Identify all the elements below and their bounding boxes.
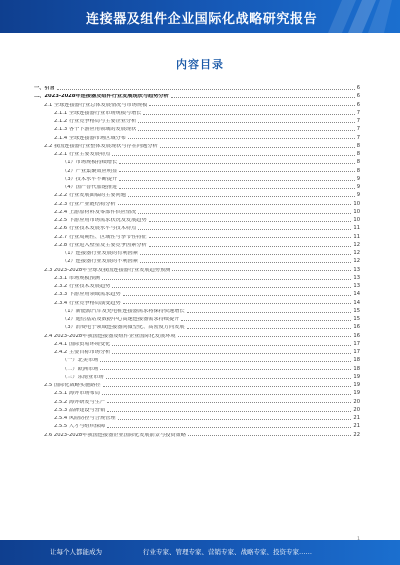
toc-entry[interactable] <box>34 372 360 380</box>
toc-entry-page: 7 <box>356 134 360 141</box>
toc-entry[interactable] <box>34 347 360 355</box>
toc-leader-dots <box>187 328 352 329</box>
toc-entry[interactable] <box>34 91 360 99</box>
toc-entry-title: 2.2.4 上游原材料及零部件供应情况 <box>54 209 137 215</box>
toc-leader-dots <box>138 122 354 123</box>
toc-entry-page: 8 <box>356 142 360 149</box>
toc-entry-title: 2.4.1 国际贸易环境变化 <box>54 341 111 347</box>
toc-leader-dots <box>57 89 355 90</box>
toc-heading: 内容目录 <box>176 58 224 71</box>
toc-entry-title: （3）消费电子领域连接器向微型化、高密度方向发展 <box>62 325 185 331</box>
toc-entry[interactable] <box>34 83 360 91</box>
toc-entry[interactable] <box>34 306 360 314</box>
toc-entry-page: 17 <box>353 349 360 356</box>
toc-entry[interactable] <box>34 207 360 215</box>
toc-entry[interactable] <box>34 397 360 405</box>
toc-entry-page: 6 <box>356 85 360 92</box>
toc-entry-page: 19 <box>353 373 360 380</box>
toc-leader-dots <box>119 171 355 172</box>
toc-leader-dots <box>119 188 355 189</box>
toc-entry-title: （二）欧洲市场 <box>62 366 99 372</box>
toc-leader-dots <box>149 221 352 222</box>
toc-entry[interactable] <box>34 149 360 157</box>
toc-leader-dots <box>119 163 355 164</box>
toc-entry-page: 20 <box>353 406 360 413</box>
toc-leader-dots <box>102 394 351 395</box>
toc-leader-dots <box>138 130 354 131</box>
toc-entry-title: 2.2.6 行业技术发展水平与技术特点 <box>54 226 137 232</box>
toc-entry-page: 8 <box>356 159 360 166</box>
toc-entry-title: 2.2.2 行业发展面临的主要问题 <box>54 193 126 199</box>
footer-banner <box>0 540 400 565</box>
toc-leader-dots <box>112 155 354 156</box>
toc-leader-dots <box>140 262 351 263</box>
toc-entry[interactable] <box>34 100 360 108</box>
toc-entry-title: 2.5.2 海外研发与生产 <box>54 399 106 405</box>
toc-entry[interactable] <box>34 124 360 132</box>
toc-entry-page: 13 <box>353 283 360 290</box>
toc-entry[interactable] <box>34 413 360 421</box>
toc-entry[interactable] <box>34 289 360 297</box>
toc-entry[interactable] <box>34 166 360 174</box>
toc-leader-dots <box>112 353 351 354</box>
toc-entry-title: 2.2.7 行业周期性、区域性与季节性特征 <box>54 234 147 240</box>
header-banner <box>0 0 400 33</box>
toc-entry[interactable] <box>34 355 360 363</box>
toc-entry[interactable] <box>34 199 360 207</box>
toc-entry[interactable] <box>34 141 360 149</box>
toc-entry-page: 10 <box>353 200 360 207</box>
footer-slogan: 让每个人都能成为 <box>50 548 102 556</box>
toc-entry-page: 21 <box>353 415 360 422</box>
toc-entry-page: 15 <box>353 316 360 323</box>
toc-entry-page: 11 <box>353 233 360 240</box>
toc-leader-dots <box>118 419 352 420</box>
toc-entry-title: （1）市场规模持续增长 <box>62 160 118 166</box>
toc-entry-page: 17 <box>353 340 360 347</box>
toc-entry-title: 2.5.5 人才与组织保障 <box>54 424 106 430</box>
toc-entry-page: 20 <box>353 398 360 405</box>
toc-entry-title: （2）连接器行业发展的不利因素 <box>62 259 138 265</box>
toc-leader-dots <box>149 105 354 106</box>
toc-leader-dots <box>102 279 351 280</box>
toc-entry[interactable] <box>34 116 360 124</box>
toc-entry-title: 2.5.3 品牌建设与营销 <box>54 407 106 413</box>
toc-entry-page: 11 <box>353 225 360 232</box>
toc-entry[interactable] <box>34 322 360 330</box>
toc-entry-title: 2.3 2023-2028年全球及我国连接器行业发展趋势预测 <box>44 267 171 273</box>
toc-leader-dots <box>128 196 355 197</box>
toc-entry[interactable] <box>34 314 360 322</box>
toc-leader-dots <box>171 97 355 98</box>
toc-leader-dots <box>106 378 352 379</box>
report-title: 连接器及组件企业国际化战略研究报告 <box>86 12 318 27</box>
toc-entry[interactable] <box>34 157 360 165</box>
toc-leader-dots <box>119 180 355 181</box>
toc-entry-page: 19 <box>353 390 360 397</box>
toc-entry[interactable] <box>34 232 360 240</box>
toc-leader-dots <box>107 402 351 403</box>
toc-entry-title: 2.4.2 主要目标市场分析 <box>54 350 111 356</box>
toc-entry[interactable] <box>34 240 360 248</box>
toc-entry[interactable] <box>34 421 360 429</box>
toc-entry-page: 9 <box>356 184 360 191</box>
toc-entry[interactable] <box>34 190 360 198</box>
toc-entry-page: 7 <box>356 109 360 116</box>
toc-leader-dots <box>112 345 351 346</box>
toc-entry-title: 二、2023-2028年连接器及组件行业发展现状与趋势分析 <box>34 94 169 100</box>
toc-leader-dots <box>138 213 351 214</box>
toc-entry-page: 13 <box>353 266 360 273</box>
toc-entry-page: 7 <box>356 118 360 125</box>
toc-entry-title: （2）产业集聚效应明显 <box>62 168 118 174</box>
toc-entry-title: 2.5.4 风险防控与合规管理 <box>54 416 116 422</box>
toc-entry-title: 2.2 我国连接器行业整体发展现状与存在问题分析 <box>44 143 158 149</box>
toc-entry[interactable] <box>34 281 360 289</box>
toc-entry[interactable] <box>34 339 360 347</box>
toc-entry-page: 14 <box>353 299 360 306</box>
toc-leader-dots <box>188 435 351 436</box>
toc-entry-page: 16 <box>353 324 360 331</box>
toc-leader-dots <box>149 246 352 247</box>
toc-entry-page: 10 <box>353 217 360 224</box>
toc-entry-title: 2.5.1 海外市场布局 <box>54 391 100 397</box>
toc-leader-dots <box>128 138 355 139</box>
toc-entry[interactable] <box>34 108 360 116</box>
toc-leader-dots <box>149 237 352 238</box>
toc-leader-dots <box>107 411 351 412</box>
toc-entry-page: 16 <box>353 332 360 339</box>
toc-leader-dots <box>172 270 351 271</box>
toc-entry-page: 12 <box>353 241 360 248</box>
toc-entry-page: 10 <box>353 208 360 215</box>
toc-entry[interactable] <box>34 265 360 273</box>
toc-entry-title: （3）技术水平不断提升 <box>62 176 118 182</box>
toc-leader-dots <box>100 369 351 370</box>
toc-entry[interactable] <box>34 388 360 396</box>
toc-entry[interactable] <box>34 256 360 264</box>
toc-entry-title: 2.3.3 下游应用领域需求趋势 <box>54 292 121 298</box>
toc-entry[interactable] <box>34 133 360 141</box>
toc-entry-page: 15 <box>353 307 360 314</box>
toc-entry-page: 19 <box>353 382 360 389</box>
toc-leader-dots <box>143 114 354 115</box>
toc-entry-page: 8 <box>356 151 360 158</box>
toc-entry[interactable] <box>34 364 360 372</box>
toc-entry[interactable] <box>34 380 360 388</box>
toc-entry-title: （2）通信基站及数据中心高速连接器需求持续提升 <box>62 317 180 323</box>
toc-entry-page: 13 <box>353 274 360 281</box>
toc-entry[interactable] <box>34 405 360 413</box>
toc-entry-title: （三）东南亚市场 <box>62 374 104 380</box>
toc-leader-dots <box>160 147 355 148</box>
toc-leader-dots <box>112 287 351 288</box>
toc-entry-title: 2.2.5 下游应用市场需求状况及发展趋势 <box>54 218 147 224</box>
banner-decoration-icon <box>322 0 392 33</box>
toc-leader-dots <box>138 229 351 230</box>
toc-entry-page: 21 <box>353 423 360 430</box>
toc-entry-title: 2.3.2 行业技术发展趋势 <box>54 284 111 290</box>
toc-entry[interactable] <box>34 182 360 190</box>
toc-entry[interactable] <box>34 273 360 281</box>
toc-entry-title: （1）新能源汽车及充电桩连接器需求将保持快速增长 <box>62 308 185 314</box>
toc-entry-page: 18 <box>353 357 360 364</box>
toc-entry-page: 6 <box>356 93 360 100</box>
toc-entry-title: 一、引言 <box>34 86 55 92</box>
toc-entry-title: 2.1.2 行业竞争格局与主要企业分析 <box>54 119 137 125</box>
toc-leader-dots <box>123 295 352 296</box>
toc-leader-dots <box>103 386 352 387</box>
toc-entry[interactable] <box>34 248 360 256</box>
toc-entry-page: 6 <box>356 101 360 108</box>
toc-entry-title: 2.5 国际化战略实施路径 <box>44 383 101 389</box>
toc-entry-title: 2.2.1 行业主要发展特点 <box>54 152 111 158</box>
toc-entry[interactable] <box>34 174 360 182</box>
toc-leader-dots <box>140 254 351 255</box>
toc-entry-title: 2.1.3 各个下游应用领域的发展现状 <box>54 127 137 133</box>
toc-entry-page: 9 <box>356 175 360 182</box>
toc-entry-page: 18 <box>353 365 360 372</box>
toc-entry-title: 2.4 2023-2028年我国连接器及组件企业国际化发展环境 <box>44 333 176 339</box>
toc-entry[interactable] <box>34 331 360 339</box>
toc-leader-dots <box>181 320 351 321</box>
toc-entry-page: 12 <box>353 258 360 265</box>
toc-entry[interactable] <box>34 298 360 306</box>
toc-entry-title: 2.2.3 行业产业链结构分析 <box>54 201 116 207</box>
toc-entry-title: （1）连接器行业发展的有利因素 <box>62 251 138 257</box>
toc-leader-dots <box>123 303 352 304</box>
table-of-contents <box>34 83 360 438</box>
toc-entry-title: 2.1.1 全球连接器行业市场规模与增长 <box>54 110 142 116</box>
toc-entry-page: 7 <box>356 126 360 133</box>
toc-entry-page: 8 <box>356 167 360 174</box>
toc-entry-page: 14 <box>353 291 360 298</box>
toc-entry-page: 9 <box>356 192 360 199</box>
toc-entry-title: 2.1 全球连接器行业总体发展情况与市场规模 <box>44 102 148 108</box>
toc-leader-dots <box>107 427 351 428</box>
toc-entry-page: 22 <box>353 431 360 438</box>
toc-entry-title: （4）国产替代加速推进 <box>62 185 118 191</box>
toc-leader-dots <box>187 312 352 313</box>
toc-entry[interactable] <box>34 223 360 231</box>
toc-entry-title: 2.6 2023-2028年我国连接器企业国际化发展前景与投资策略 <box>44 432 186 438</box>
footer-tagline: 行业专家、管理专家、营销专家、战略专家、投资专家…… <box>143 548 312 556</box>
toc-leader-dots <box>100 361 351 362</box>
toc-entry[interactable] <box>34 215 360 223</box>
toc-entry-title: 2.3.4 行业竞争格局演变趋势 <box>54 300 121 306</box>
toc-leader-dots <box>118 204 352 205</box>
toc-entry-title: （一）北美市场 <box>62 358 99 364</box>
toc-entry-title: 2.2.8 行业进入壁垒及主要竞争因素分析 <box>54 242 147 248</box>
toc-leader-dots <box>178 336 352 337</box>
toc-entry[interactable] <box>34 430 360 438</box>
toc-entry-title: 2.3.1 市场规模预测 <box>54 275 100 281</box>
toc-entry-title: 2.1.4 全球连接器市场区域分布 <box>54 135 126 141</box>
toc-entry-page: 12 <box>353 250 360 257</box>
